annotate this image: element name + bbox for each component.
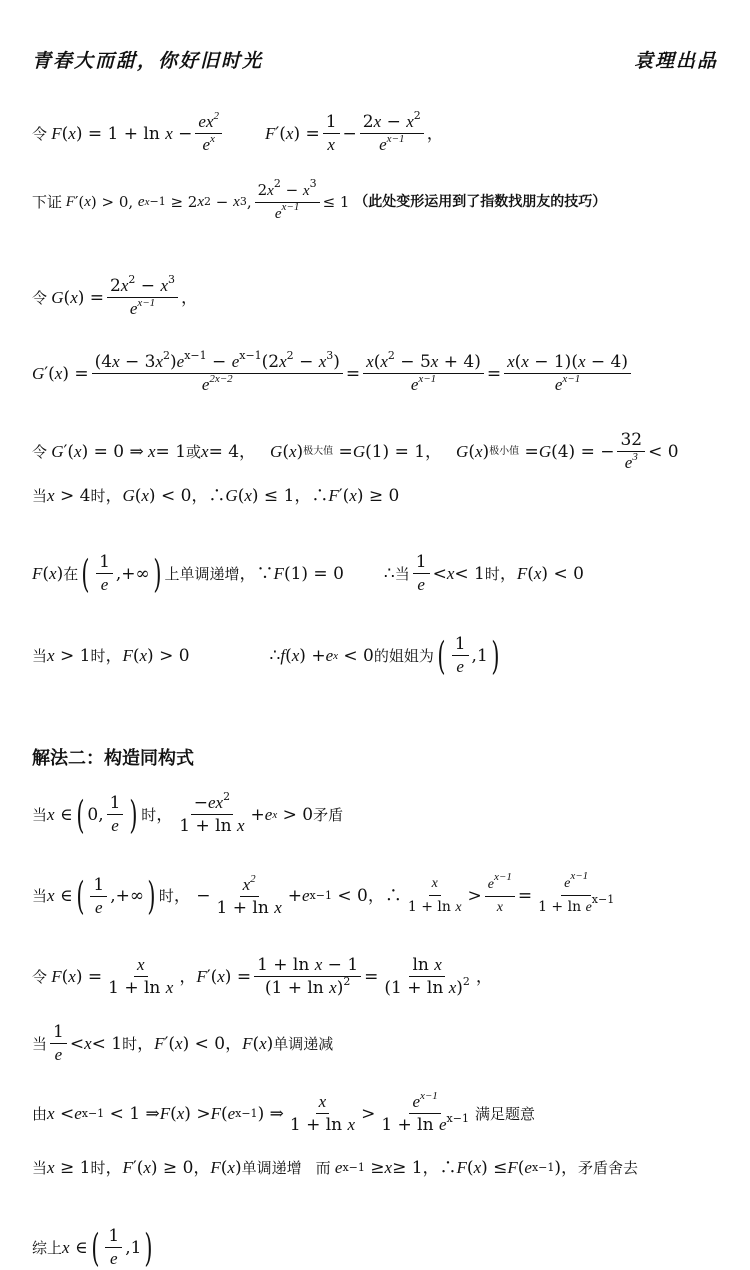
eq-define-F-second: 令 F ( x ) = $\frac{x}{\text{1 + ln x}}$ ， F ′( x ) = $\frac{\text{1 + ln x − 1}}{(1 + \ln x)^2}$ = $\frac{\text{ln x}}{(1 + \ln x)^2}$ ， xyxy=(32,955,493,998)
eq-G-derivative: G ′( x ) = $\frac{(4x - 3x^2)e^{x-1} - e^{x-1}(2x^2 - x^3)}{e^{2x-2}}$ = $\frac{x(x^2 - 5x + 4)}{e^{x-1}}$ = $\frac{x(x - 1)(x - 4)}{e^{x-1}}$ xyxy=(32,352,732,395)
eq-by-monotonic: 由 x < e x−1 < 1 ⇒ F ( x ) > F ( e x−1 ) ⇒ $\frac{x}{\text{1 + ln x}}$ > $\frac{e^{x-1}}{1 + \ln e^{x-1}}$ 满足题意 xyxy=(32,1090,535,1135)
eq-prove-Fprime: 下证 F ′( x ) > 0, e x−1 ≥ 2 x 2 − x 3 , $\frac{2x^2 - x^3}{e^{x-1}}$ ≤ 1 （此处变形运用到了指数找朋友的技巧） xyxy=(32,177,607,222)
eq-contradiction-1: 当 x ∈ ( 0, $\frac{1}{e}$ ) 时 ， $\frac{-ex^2}{\text{1 + ln x}}$ + e x > 0 矛盾 xyxy=(32,790,344,837)
eq-F-decreasing: 当 $\frac{1}{e}$ < x < 1 时 ， F ′( x ) < 0， F ( x ) 单调递减 xyxy=(32,1022,334,1064)
header-left-title: 青春大而甜，你好旧时光 xyxy=(32,50,264,72)
method-two-heading: 解法二：构造同构式 xyxy=(32,748,194,769)
eq-transform: 当 x ∈ ( $\frac{1}{e}$ ,+∞ ) 时 ， − $\frac{x^2}{\text{1 + ln x}}$ + e x−1 < 0，∴ $\frac{x}{\text{1 + ln x}}$ > $\frac{e^{x-1}}{x}$ = $\frac{e^{x-1}}{1 + \ln e^{x-1}}$ xyxy=(32,870,615,918)
header-right-title: 袁理出品 xyxy=(633,50,718,72)
eq-define-G: 令 G ( x ) = $\frac{2x^2 - x^3}{e^{x-1}}$ ， xyxy=(32,273,198,318)
eq-G-extrema: 令 G ′( x ) = 0 ⇒ x = 1 或 x = 4， G ( x ) 极大值 = G (1) = 1， G ( x ) 极小值 = G (4) = − $\frac{32}{e^3}$ < 0 xyxy=(32,430,679,472)
eq-F-increasing: F ( x ) 在 ( $\frac{1}{e}$ ,+∞ ) 上单调递增 ，∵ F (1) = 0 ∴ 当 $\frac{1}{e}$ < x < 1 时 ， F ( x ) < 0 xyxy=(32,551,584,596)
eq-define-F: 令 F ( x ) = 1 + ln x − $\frac{ex^2}{e^x}$ F ′( x ) = $\frac{1}{x}$ − $\frac{2x - x^2}{e^{x-1}}$ ， xyxy=(32,109,444,154)
eq-x-ge-1: 当 x ≥ 1 时 ， F ′( x ) ≥ 0， F ( x ) 单调递增 而 e x−1 ≥ x ≥ 1，∴ F ( x ) ≤ F ( e x−1 )， 矛盾舍去 xyxy=(32,1158,639,1178)
eq-conclusion: 综上 x ∈ ( $\frac{1}{e}$ ,1 ) xyxy=(32,1225,153,1270)
eq-x-gt-4: 当 x > 4 时 ， G ( x ) < 0，∴ G ( x ) ≤ 1，∴ F ′( x ) ≥ 0 xyxy=(32,486,400,506)
eq-x-gt-1-result: 当 x > 1 时 ， F ( x ) > 0 ∴ f ( x ) + e x < 0 的姐姐为 ( $\frac{1}{e}$ ,1 ) xyxy=(32,633,500,678)
